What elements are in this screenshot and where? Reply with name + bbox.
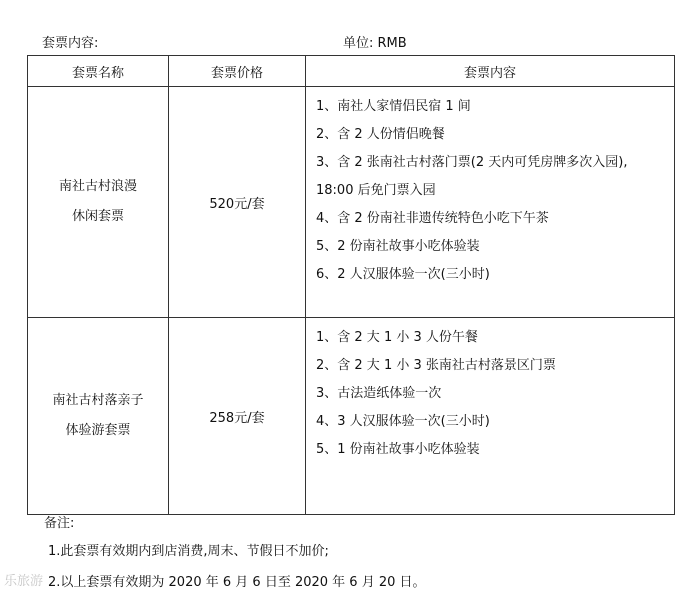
package-price-cell: 520元/套 (169, 87, 306, 318)
package-name-line: 南社古村浪漫 (58, 179, 137, 194)
header-package-content: 套票内容 (306, 56, 675, 87)
header-unit-label: 单位: RMB (343, 36, 407, 51)
package-name-line: 南社古村落亲子 (52, 393, 144, 408)
note-item: 1.此套票有效期内到店消费,周末、节假日不加价; (48, 544, 329, 559)
content-line: 1、含 2 大 1 小 3 人份午餐 (316, 330, 478, 345)
content-line: 18:00 后免门票入园 (316, 183, 436, 198)
package-name-cell (28, 318, 169, 515)
package-name-line: 休闲套票 (71, 209, 124, 224)
notes-title: 备注: (44, 516, 75, 531)
content-line: 4、3 人汉服体验一次(三小时) (316, 414, 490, 429)
package-price-cell: 258元/套 (169, 318, 306, 515)
content-line: 2、含 2 大 1 小 3 张南社古村落景区门票 (316, 358, 556, 373)
content-line: 5、2 份南社故事小吃体验装 (316, 239, 480, 254)
table-header-row (28, 56, 675, 87)
package-content-cell (306, 318, 675, 515)
header-package-price: 套票价格 (169, 56, 306, 87)
package-name-line: 体验游套票 (65, 423, 131, 438)
content-line: 1、南社人家情侣民宿 1 间 (316, 99, 471, 114)
content-line: 3、古法造纸体验一次 (316, 386, 442, 401)
watermark-logo: 乐旅游 (4, 574, 44, 589)
ticket-package-table (27, 55, 675, 515)
content-line: 6、2 人汉服体验一次(三小时) (316, 267, 490, 282)
package-name-cell (28, 87, 169, 318)
content-line: 3、含 2 张南社古村落门票(2 天内可凭房牌多次入园), (316, 155, 628, 170)
package-content-cell (306, 87, 675, 318)
table-row (28, 87, 675, 318)
note-item: 2.以上套票有效期为 2020 年 6 月 6 日至 2020 年 6 月 20 日。 (48, 575, 426, 590)
content-line: 4、含 2 份南社非遗传统特色小吃下午茶 (316, 211, 549, 226)
header-package-name: 套票名称 (28, 56, 169, 87)
content-line: 2、含 2 人份情侣晚餐 (316, 127, 445, 142)
header-package-content-label: 套票内容: (42, 36, 99, 51)
content-line: 5、1 份南社故事小吃体验装 (316, 442, 480, 457)
table-row (28, 318, 675, 515)
